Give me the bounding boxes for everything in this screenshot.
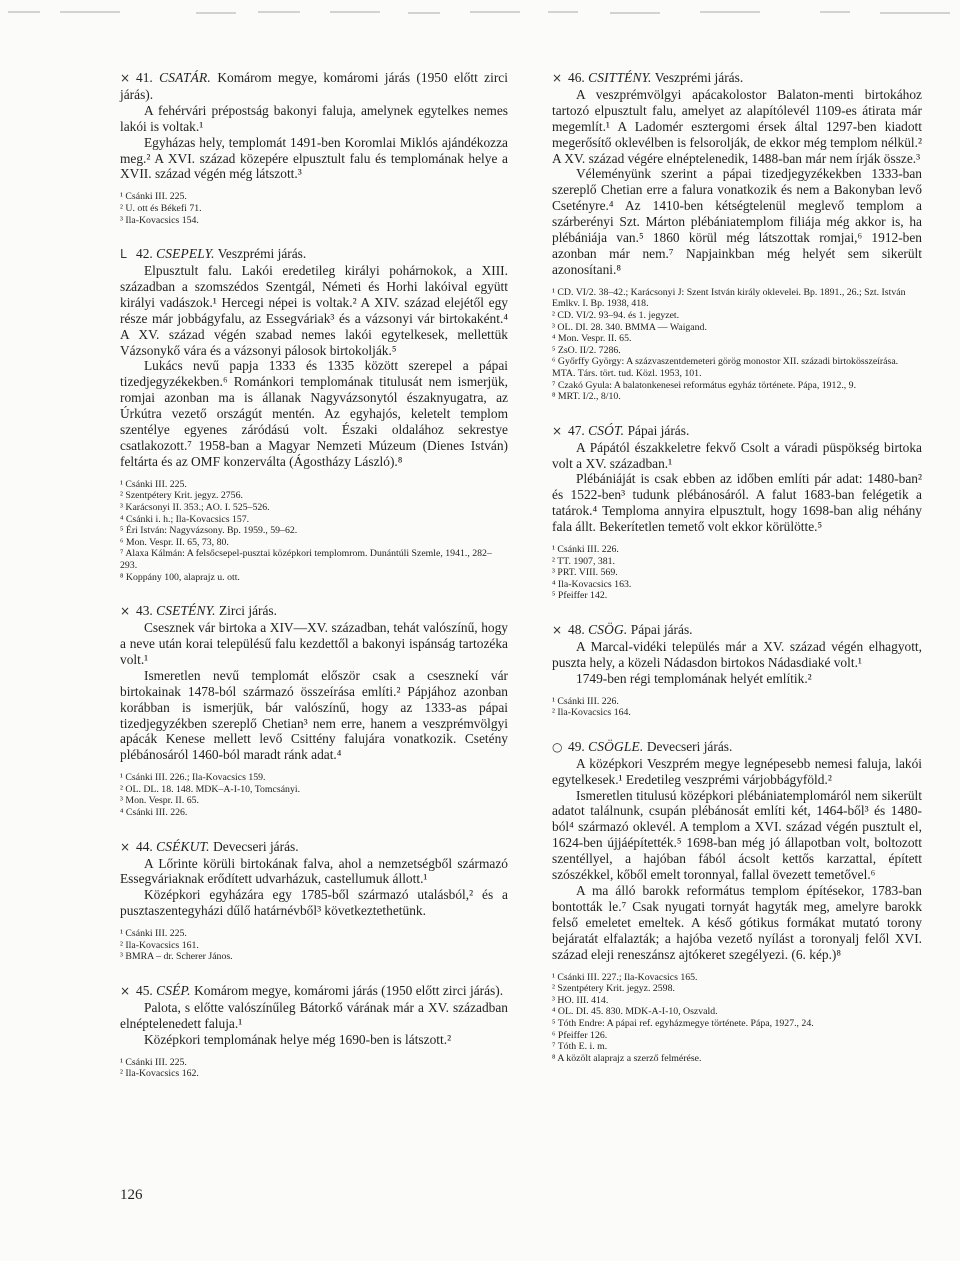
footnote: ⁵ Tóth Endre: A pápai ref. egyházmegye története. Pápa, 1927., 24.: [552, 1017, 814, 1029]
footnote: ¹ Csánki III. 227.; Ila-Kovacsics 165.: [552, 971, 698, 983]
entry-marker: ×: [120, 71, 131, 85]
entry-name: CSÖG.: [588, 622, 628, 638]
footnote: ² Szentpétery Krit. jegyz. 2756.: [120, 490, 243, 502]
entry-paragraph: Középkori egyházára egy 1785-ből származó utalásból,² és a pusztaszentegyházi dűlő határnévből³ következtethetünk.: [120, 887, 508, 919]
entry-number: 47.: [568, 422, 585, 438]
entry-marker: ×: [120, 983, 131, 998]
entry-paragraph: Ismeretlen nevű templomát először csak a csesznekí vár birtokainak 1478-ból származó összeírása említi.² Pápjához azonban korábban is ismerjük, bár valószínű, hogy az 1333-as pápai tizedjegyzékben szereplő Chetian³ nem erre, hanem a veszprémvölgyi apácák Kenese mellett levő Csittény falujára vonatkozik. Csetény plébánosáról 1460-ból maradt ránk adat.⁴: [120, 667, 508, 763]
entry-paragraph: A Pápától északkeletre fekvő Csolt a váradi püspökség birtoka volt a XV. században.¹: [552, 439, 922, 471]
entry-location: Devecseri járás.: [213, 838, 299, 854]
entry-paragraph: A Lőrinte körüli birtokának falva, ahol a nemzetségből származó Essegváriaknak erődített udvarházuk, castellumuk állott.¹: [120, 855, 508, 887]
entry-number: 43.: [136, 603, 153, 619]
footnote: ¹ Csánki III. 226.: [552, 544, 619, 556]
entry-heading: [120, 70, 508, 103]
footnote: ¹ Csánki III. 225.: [120, 191, 187, 203]
entry-paragraph: A középkori Veszprém megye legnépesebb nemesi faluja, lakói egytelkesek.¹ Eredetileg veszprémi várjobbágyföld.²: [552, 755, 922, 787]
footnote-list: [120, 928, 508, 963]
footnote: ² U. ott és Békefi 71.: [120, 202, 202, 214]
entry-paragraph: 1749-ben régi templomának helyét említik.²: [576, 670, 812, 686]
footnote: ⁸ A közölt alaprajz a szerző felmérése.: [552, 1052, 702, 1064]
footnote: ³ Karácsonyi II. 353.; AO. I. 525–526.: [120, 502, 270, 513]
footnote: ⁷ Tóth E. i. m.: [552, 1041, 608, 1053]
footnote: ⁷ Czakó Gyula: A balatonkenesei református egyház története. Pápa, 1912., 9.: [552, 379, 857, 391]
footnote: ⁸ Koppány 100, alaprajz u. ott.: [120, 571, 240, 583]
footnote: ⁴ Csánki i. h.; Ila-Kovacsics 157.: [120, 513, 250, 525]
entry-paragraph: Plébániáját is csak ebben az időben említi pár adat: 1480-ban² és 1522-ben³ tudunk plébánosáról. A falut 1683-ban felégetik a tatárok.⁴ Temploma annyira elpusztult, hogy 1698-ban alig néhány fala állt. Bekerítetlen temető volt ekkor körülötte.⁵: [552, 471, 922, 535]
entry-heading: [120, 603, 508, 620]
entry-heading: [552, 423, 922, 440]
entry-paragraph: A veszprémvölgyi apácakolostor Balaton-menti birtokához tartozó elpusztult falu, amelyet az alapítólevél 1109-es átirata már megemlít.¹ A Ladomér esztergomi érsek által 1297-ben kiadott megerősítő oklevélben is felsorolják, de ekkor még templom nélkül.² A XV. század végére elnéptelenedik, 1488-ban már nem írják össze.³: [552, 86, 922, 166]
entry-marker: ○: [552, 739, 563, 754]
entry-paragraph: Lukács nevű papja 1333 és 1335 között szerepel a pápai tizedjegyzékekben.⁶ Románkori templomának titulusát nem ismerjük, romjai azonban ma is állanak Nagyvázsonytól északnyugatra, az Úrkútra vezető országút mentén. Az egyhajós, keletelt templom szentélye egyenes záródású volt. Északi oldalához sekrestye csatlakozott.⁷ 1958-ban a Magyar Nemzeti Múzeum (Dienes István) feltárta és az OMF konzerválta (Ágostházy László).⁸: [120, 358, 508, 469]
entry-name: CSATÁR.: [159, 70, 211, 85]
footnote: ⁶ Mon. Vespr. II. 65, 73, 80.: [120, 536, 229, 548]
entry-location: Veszprémi járás.: [217, 246, 307, 262]
entry-heading: [552, 739, 922, 756]
entry-number: 49.: [568, 738, 585, 754]
entry-paragraph: A Marcal-vidéki település már a XV. század végén elhagyott, puszta hely, a közeli Nádasdon birtokos Nádasdiaké volt.¹: [552, 638, 922, 670]
footnote: ² Ila-Kovacsics 162.: [120, 1068, 199, 1080]
footnote: ⁴ Csánki III. 226.: [120, 807, 188, 818]
footnote: ³ HO. III. 414.: [552, 994, 609, 1006]
entry-name: CSITTÉNY.: [588, 70, 652, 85]
footnote: ⁵ ZsO. II/2. 7286.: [552, 344, 621, 356]
entry-number: 48.: [568, 622, 585, 638]
right-column: [552, 70, 922, 1084]
gazetteer-entry: [120, 70, 508, 226]
gazetteer-entry: [552, 739, 922, 1064]
entry-paragraph: A fehérvári prépostság bakonyi faluja, amelynek egytelkes nemes lakói is voltak.¹: [120, 102, 508, 134]
entry-name: CSETÉNY.: [156, 603, 216, 619]
footnote: ² Ila-Kovacsics 161.: [120, 939, 199, 951]
footnote: ⁶ Pfeiffer 126.: [552, 1029, 608, 1041]
footnote: ¹ Csánki III. 225.: [120, 928, 187, 940]
footnote-list: [552, 544, 922, 602]
entry-marker: L: [120, 247, 127, 262]
entry-paragraph: A ma álló barokk református templom építésekor, 1783-ban bontották le.⁷ Csak nyugati tornyát hagyták meg, amelyre barokk felső emeletet emeltek. A késő gótikus formákat mutató torony bejáratát elfalazták; a hajóba vezető nyílást a toronyalj felől XVI. század eleji reneszánsz ajtókeret szegélyezi. (6. kép.)⁸: [552, 883, 922, 962]
gazetteer-entry: [120, 246, 508, 583]
footnote: ² Ila-Kovacsics 164.: [552, 707, 631, 719]
footnote: ⁸ MRT. I/2., 8/10.: [552, 391, 621, 403]
left-column: [120, 70, 508, 1100]
footnote: ³ PRT. VIII. 569.: [552, 567, 618, 579]
entry-marker: ×: [552, 71, 563, 85]
entry-location: Komárom megye, komáromi járás (1950 előtt zirci járás).: [120, 70, 508, 102]
entry-paragraph: Elpusztult falu. Lakói eredetileg királyi pohárnokok, a XIII. században a szomszédos Szentgál, Németi és Horhi lakóival együtt királyi vadászok.¹ Hercegi népei is voltak.² A XIV. század elejétől egy része már jobbágyfalu, az Essegváriak³ és a vázsonyi vár birtokaként.⁴ A XV. század végén szabad nemes lakói egytelkesek, mellettük Vázsonykő vára és a vázsonyi pálosok birtokolják.⁵: [120, 263, 508, 358]
entry-name: CSÉKUT.: [156, 838, 210, 854]
entry-marker: ×: [552, 423, 563, 438]
gazetteer-entry: [120, 603, 508, 818]
gazetteer-entry: [552, 622, 922, 719]
footnote: ³ Mon. Vespr. II. 65.: [120, 795, 199, 807]
footnote: ² OL. DL. 18. 148. MDK–A-I-10, Tomcsányi.: [120, 783, 301, 795]
footnote: ⁵ Pfeiffer 142.: [552, 590, 608, 602]
entry-heading: [120, 983, 508, 1000]
entry-number: 41.: [136, 70, 153, 85]
entry-heading: [120, 246, 508, 263]
footnote: ¹ Csánki III. 226.; Ila-Kovacsics 159.: [120, 772, 266, 784]
entry-paragraph: Csesznek vár birtoka a XIV—XV. században, tehát valószínű, hogy a neve után korai településű falu kezdettől a bakonyi ispánság tartozéka volt.¹: [120, 620, 508, 667]
entry-number: 46.: [568, 70, 585, 85]
entry-name: CSÓT.: [588, 422, 625, 438]
entry-location: Pápai járás.: [630, 622, 693, 638]
footnote: ³ OL. DI. 28. 340. BMMA — Waigand.: [552, 321, 707, 333]
entry-heading: [552, 622, 922, 639]
footnote: ¹ Csánki III. 225.: [120, 478, 187, 490]
gazetteer-entry: [552, 423, 922, 602]
footnote: ¹ Csánki III. 226.: [552, 695, 619, 707]
entry-paragraph: Ismeretlen titulusú középkori plébániatemplomáról nem sikerült adatot találnunk, csupán plébánosát említi két, 1464-ből³ és 1480-ból⁴ származó oklevél. A templom a XVI. század végén pusztult el, 1624-ben újjáépítették.⁵ 1698-ban még jó állapotban volt, boltozott szentéllyel, a hajóban fából ácsolt kettős karzattal, épített szószékkel, kőből emelt toronnyal, fallal övezett temetővel.⁶: [552, 787, 922, 883]
entry-marker: ×: [120, 604, 131, 619]
footnote: ¹ Csánki III. 225.: [120, 1056, 187, 1068]
entry-location: Veszprémi járás.: [654, 70, 744, 85]
scan-edge-artifact: [0, 0, 960, 20]
entry-paragraph: Palota, s előtte valószínűleg Bátorkő várának már a XV. században elnéptelenedett faluja.¹: [120, 999, 508, 1031]
footnote-list: [552, 696, 922, 719]
footnote-list: [120, 479, 508, 583]
entry-heading: [120, 839, 508, 856]
entry-paragraph: Véleményünk szerint a pápai tizedjegyzékekben 1333-ban szereplő Chetian erre a falura vonatkozik és nem a Bakonyban levő Csetényre.⁴ Az 1410-ben kétségtelenül meglevő templom a szárberényi Szt. Márton plébániatemplom filiája még akkor is, ha plébániája van.⁵ 1860 körül még látszottak romjai,⁶ 1912-ben azonban már nem.⁷ Napjainkban még helyét sem sikerült azonosítani.⁸: [552, 166, 922, 277]
entry-name: CSEPELY.: [156, 246, 215, 262]
footnote: ⁴ Ila-Kovacsics 163.: [552, 578, 632, 590]
footnote: ¹ CD. VI/2. 38–42.; Karácsonyi J: Szent István király oklevelei. Bp. 1891., 26.; Szt. István Emlkv. I. Bp. 1938, 418.: [552, 286, 906, 310]
entry-heading: [552, 70, 922, 87]
entry-marker: ×: [552, 623, 563, 638]
footnote: ⁷ Alaxa Kálmán: A felsőcsepel-pusztai középkori templomrom. Dunántúli Szemle, 1941., 282–293.: [120, 548, 492, 571]
footnote: ³ BMRA – dr. Scherer János.: [120, 951, 233, 963]
entry-location: Pápai járás.: [627, 422, 690, 438]
gazetteer-entry: [552, 70, 922, 403]
entry-marker: ×: [120, 839, 131, 854]
footnote: ⁶ Győrffy György: A százvaszentdemeteri görög monostor XII. századi birtokösszeírása. MTA. Társ. tört. tud. Közl. 1953, 101.: [552, 356, 899, 379]
gazetteer-entry: [120, 839, 508, 963]
footnote-list: [552, 972, 922, 1065]
entry-paragraph: Egyházas hely, templomát 1491-ben Koromlai Miklós ajándékozza meg.² A XVI. század közepére elpusztult falu és templomának helye a XVII. század végén még látszott.³: [120, 134, 508, 182]
footnote: ³ Ila-Kovacsics 154.: [120, 214, 199, 226]
footnote: ⁵ Éri István: Nagyvázsony. Bp. 1959., 59–62.: [120, 525, 298, 537]
entry-number: 44.: [136, 838, 153, 854]
gazetteer-entry: [120, 983, 508, 1080]
entry-number: 42.: [136, 246, 153, 262]
footnote: ² TT. 1907, 381.: [552, 555, 615, 567]
entry-location: Zirci járás.: [219, 603, 277, 619]
entry-name: CSÉP.: [156, 982, 191, 998]
entry-name: CSÖGLE.: [588, 738, 644, 754]
footnote: ⁴ OL. DI. 45. 830. MDK-A-I-10, Oszvald.: [552, 1006, 718, 1018]
entry-paragraph: Középkori templomának helye még 1690-ben is látszott.²: [144, 1031, 452, 1047]
footnote: ⁴ Mon. Vespr. II. 65.: [552, 333, 632, 345]
footnote-list: [120, 772, 508, 818]
footnote: ² CD. VI/2. 93–94. és 1. jegyzet.: [552, 309, 680, 321]
page-number: 126: [120, 1187, 143, 1203]
entry-location: Komárom megye, komáromi járás (1950 előtt zirci járás).: [194, 982, 504, 998]
entry-location: Devecseri járás.: [646, 738, 733, 754]
footnote: ² Szentpétery Krit. jegyz. 2598.: [552, 983, 675, 995]
entry-number: 45.: [136, 982, 153, 998]
footnote-list: [120, 191, 508, 226]
footnote-list: [120, 1057, 508, 1080]
footnote-list: [552, 287, 922, 403]
